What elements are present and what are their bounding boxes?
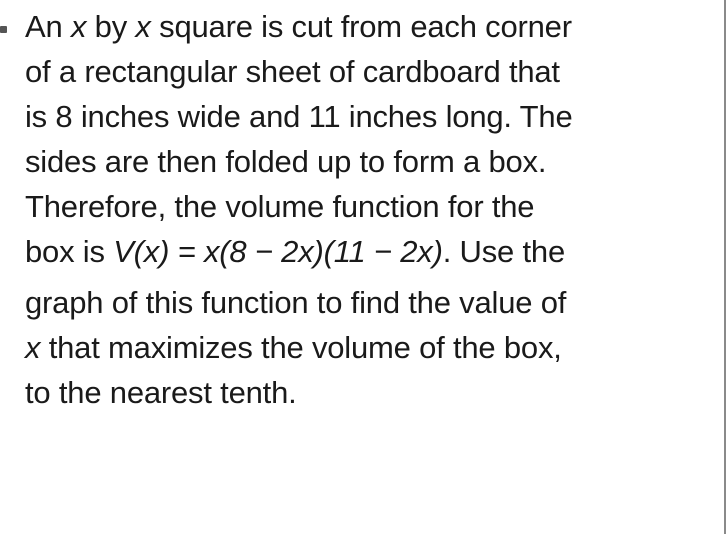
variable-x: x bbox=[25, 330, 41, 365]
bullet-marker bbox=[0, 26, 7, 33]
problem-line-2: of a rectangular sheet of cardboard that bbox=[25, 54, 560, 89]
problem-line-3: is 8 inches wide and 11 inches long. The bbox=[25, 99, 573, 134]
problem-line-1 bbox=[25, 4, 705, 49]
variable-x: x bbox=[135, 9, 151, 44]
problem-line-8 bbox=[25, 325, 705, 370]
text-segment: by bbox=[86, 9, 136, 44]
text-segment: that maximizes the volume of the box, bbox=[40, 330, 562, 365]
problem-line-4: sides are then folded up to form a box. bbox=[25, 144, 547, 179]
problem-line-6 bbox=[25, 229, 705, 274]
text-segment: . Use the bbox=[442, 234, 565, 269]
volume-equation: V(x) = x(8 − 2x)(11 − 2x) bbox=[113, 234, 443, 269]
problem-line-7: graph of this function to find the value of bbox=[25, 285, 567, 320]
variable-x: x bbox=[70, 9, 87, 44]
text-segment: square is cut from each corner bbox=[150, 9, 572, 44]
right-border-divider bbox=[724, 0, 726, 534]
problem-line-9: to the nearest tenth. bbox=[25, 375, 297, 410]
text-segment: An bbox=[25, 9, 71, 44]
text-segment: box is bbox=[25, 234, 114, 269]
problem-statement bbox=[25, 4, 705, 415]
problem-line-5: Therefore, the volume function for the bbox=[25, 189, 535, 224]
